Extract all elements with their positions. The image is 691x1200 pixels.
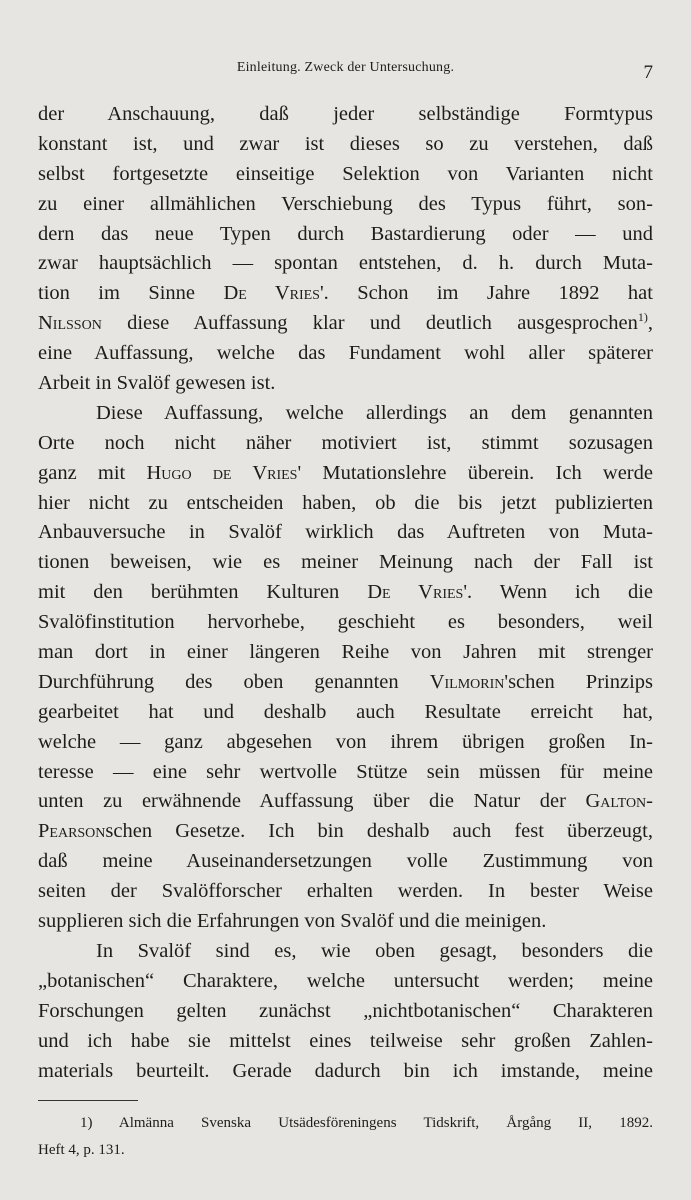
author-name-de-vries: De Vries bbox=[223, 282, 320, 305]
text-line: Arbeit in Svalöf gewesen ist. bbox=[38, 372, 276, 395]
text-line: seiten der Svalöfforscher erhalten werden. In bester Weise bbox=[38, 880, 653, 903]
text-line bbox=[38, 459, 653, 489]
author-name-vilmorin: Vilmorin bbox=[429, 670, 505, 693]
text-fragment: tion im Sinne bbox=[38, 282, 224, 305]
text-line: „botanischen“ Charaktere, welche untersucht werden; meine bbox=[38, 969, 653, 992]
author-name-pearson: Pearson bbox=[38, 820, 106, 843]
text-fragment: schen Gesetze. Ich bin deshalb auch fest überzeugt, bbox=[105, 820, 653, 843]
main-text bbox=[38, 100, 653, 1086]
text-line: dern das neue Typen durch Bastardierung oder — und bbox=[38, 222, 653, 245]
text-line: hier nicht zu entscheiden haben, ob die bis jetzt publizierten bbox=[38, 491, 653, 514]
text-line: teresse — eine sehr wertvolle Stütze sein müssen für meine bbox=[38, 760, 653, 783]
footnote-line: 1) Almänna Svenska Utsädesföreningens Tidskrift, Årgång II, 1892. bbox=[80, 1115, 653, 1131]
footnote-divider bbox=[38, 1100, 138, 1101]
page-number: 7 bbox=[643, 62, 653, 83]
text-line bbox=[38, 787, 653, 817]
text-fragment: unten zu erwähnende Auffassung über die Natur der bbox=[38, 790, 586, 813]
text-line: tionen beweisen, wie es meiner Meinung nach der Fall ist bbox=[38, 551, 653, 574]
author-name-nilsson: Nilsson bbox=[38, 312, 102, 335]
paragraph-start: Diese Auffassung, welche allerdings an dem genannten bbox=[96, 401, 653, 424]
text-fragment: ganz mit bbox=[38, 461, 147, 484]
author-name-de-vries: De Vries bbox=[367, 581, 464, 604]
text-line: eine Auffassung, welche das Fundament wohl aller späterer bbox=[38, 342, 653, 365]
text-fragment: , bbox=[647, 312, 653, 335]
text-fragment: Durchführung des oben genannten bbox=[38, 670, 430, 693]
text-line: gearbeitet hat und deshalb auch Resultate erreicht hat, bbox=[38, 700, 653, 723]
footnote-reference: 1) bbox=[637, 310, 648, 325]
paragraph-start: In Svalöf sind es, wie oben gesagt, besonders die bbox=[96, 939, 653, 962]
text-line: supplieren sich die Erfahrungen von Svalöf und die meinigen. bbox=[38, 910, 547, 933]
text-line bbox=[38, 279, 653, 309]
text-line: man dort in einer längeren Reihe von Jahren mit strenger bbox=[38, 641, 653, 664]
text-line: zu einer allmählichen Verschiebung des Typus führt, son- bbox=[38, 192, 653, 215]
text-line: materials beurteilt. Gerade dadurch bin ich imstande, meine bbox=[38, 1059, 653, 1082]
text-line: Forschungen gelten zunächst „nichtbotanischen“ Charakteren bbox=[38, 999, 653, 1022]
text-line: Svalöfinstitution hervorhebe, geschieht es besonders, weil bbox=[38, 611, 653, 634]
text-line bbox=[38, 668, 653, 698]
text-fragment: mit den berühmten Kulturen bbox=[38, 581, 368, 604]
page-header bbox=[0, 56, 691, 84]
text-line: konstant ist, und zwar ist dieses so zu verstehen, daß bbox=[38, 132, 653, 155]
text-line: zwar hauptsächlich — spontan entstehen, d. h. durch Muta- bbox=[38, 252, 653, 275]
text-fragment: diese Auffassung klar und deutlich ausgesprochen bbox=[101, 312, 638, 335]
text-line: Orte noch nicht näher motiviert ist, stimmt sozusagen bbox=[38, 431, 653, 454]
text-line: selbst fortgesetzte einseitige Selektion von Varianten nicht bbox=[38, 162, 653, 185]
text-line bbox=[38, 578, 653, 608]
footnote-line: Heft 4, p. 131. bbox=[38, 1142, 125, 1158]
text-fragment: '. Schon im Jahre 1892 hat bbox=[319, 282, 653, 305]
text-line: der Anschauung, daß jeder selbständige Formtypus bbox=[38, 103, 653, 125]
text-line: Anbauversuche in Svalöf wirklich das Auftreten von Muta- bbox=[38, 521, 653, 544]
text-fragment: 'schen Prinzips bbox=[504, 670, 653, 693]
text-line: welche — ganz abgesehen von ihrem übrigen großen In- bbox=[38, 730, 653, 753]
running-title: Einleitung. Zweck der Untersuchung. bbox=[236, 60, 455, 75]
text-fragment: '. Wenn ich die bbox=[463, 581, 653, 604]
footnotes bbox=[38, 1110, 653, 1164]
author-name-hugo-de-vries: Hugo de Vries bbox=[146, 461, 298, 484]
text-line bbox=[38, 309, 653, 339]
author-name-galton: Galton- bbox=[585, 790, 653, 813]
text-line: und ich habe sie mittelst eines teilweise sehr großen Zahlen- bbox=[38, 1029, 653, 1052]
text-fragment: ' Mutationslehre überein. Ich werde bbox=[297, 461, 653, 484]
text-line bbox=[38, 817, 653, 847]
text-line: daß meine Auseinandersetzungen volle Zustimmung von bbox=[38, 850, 653, 873]
